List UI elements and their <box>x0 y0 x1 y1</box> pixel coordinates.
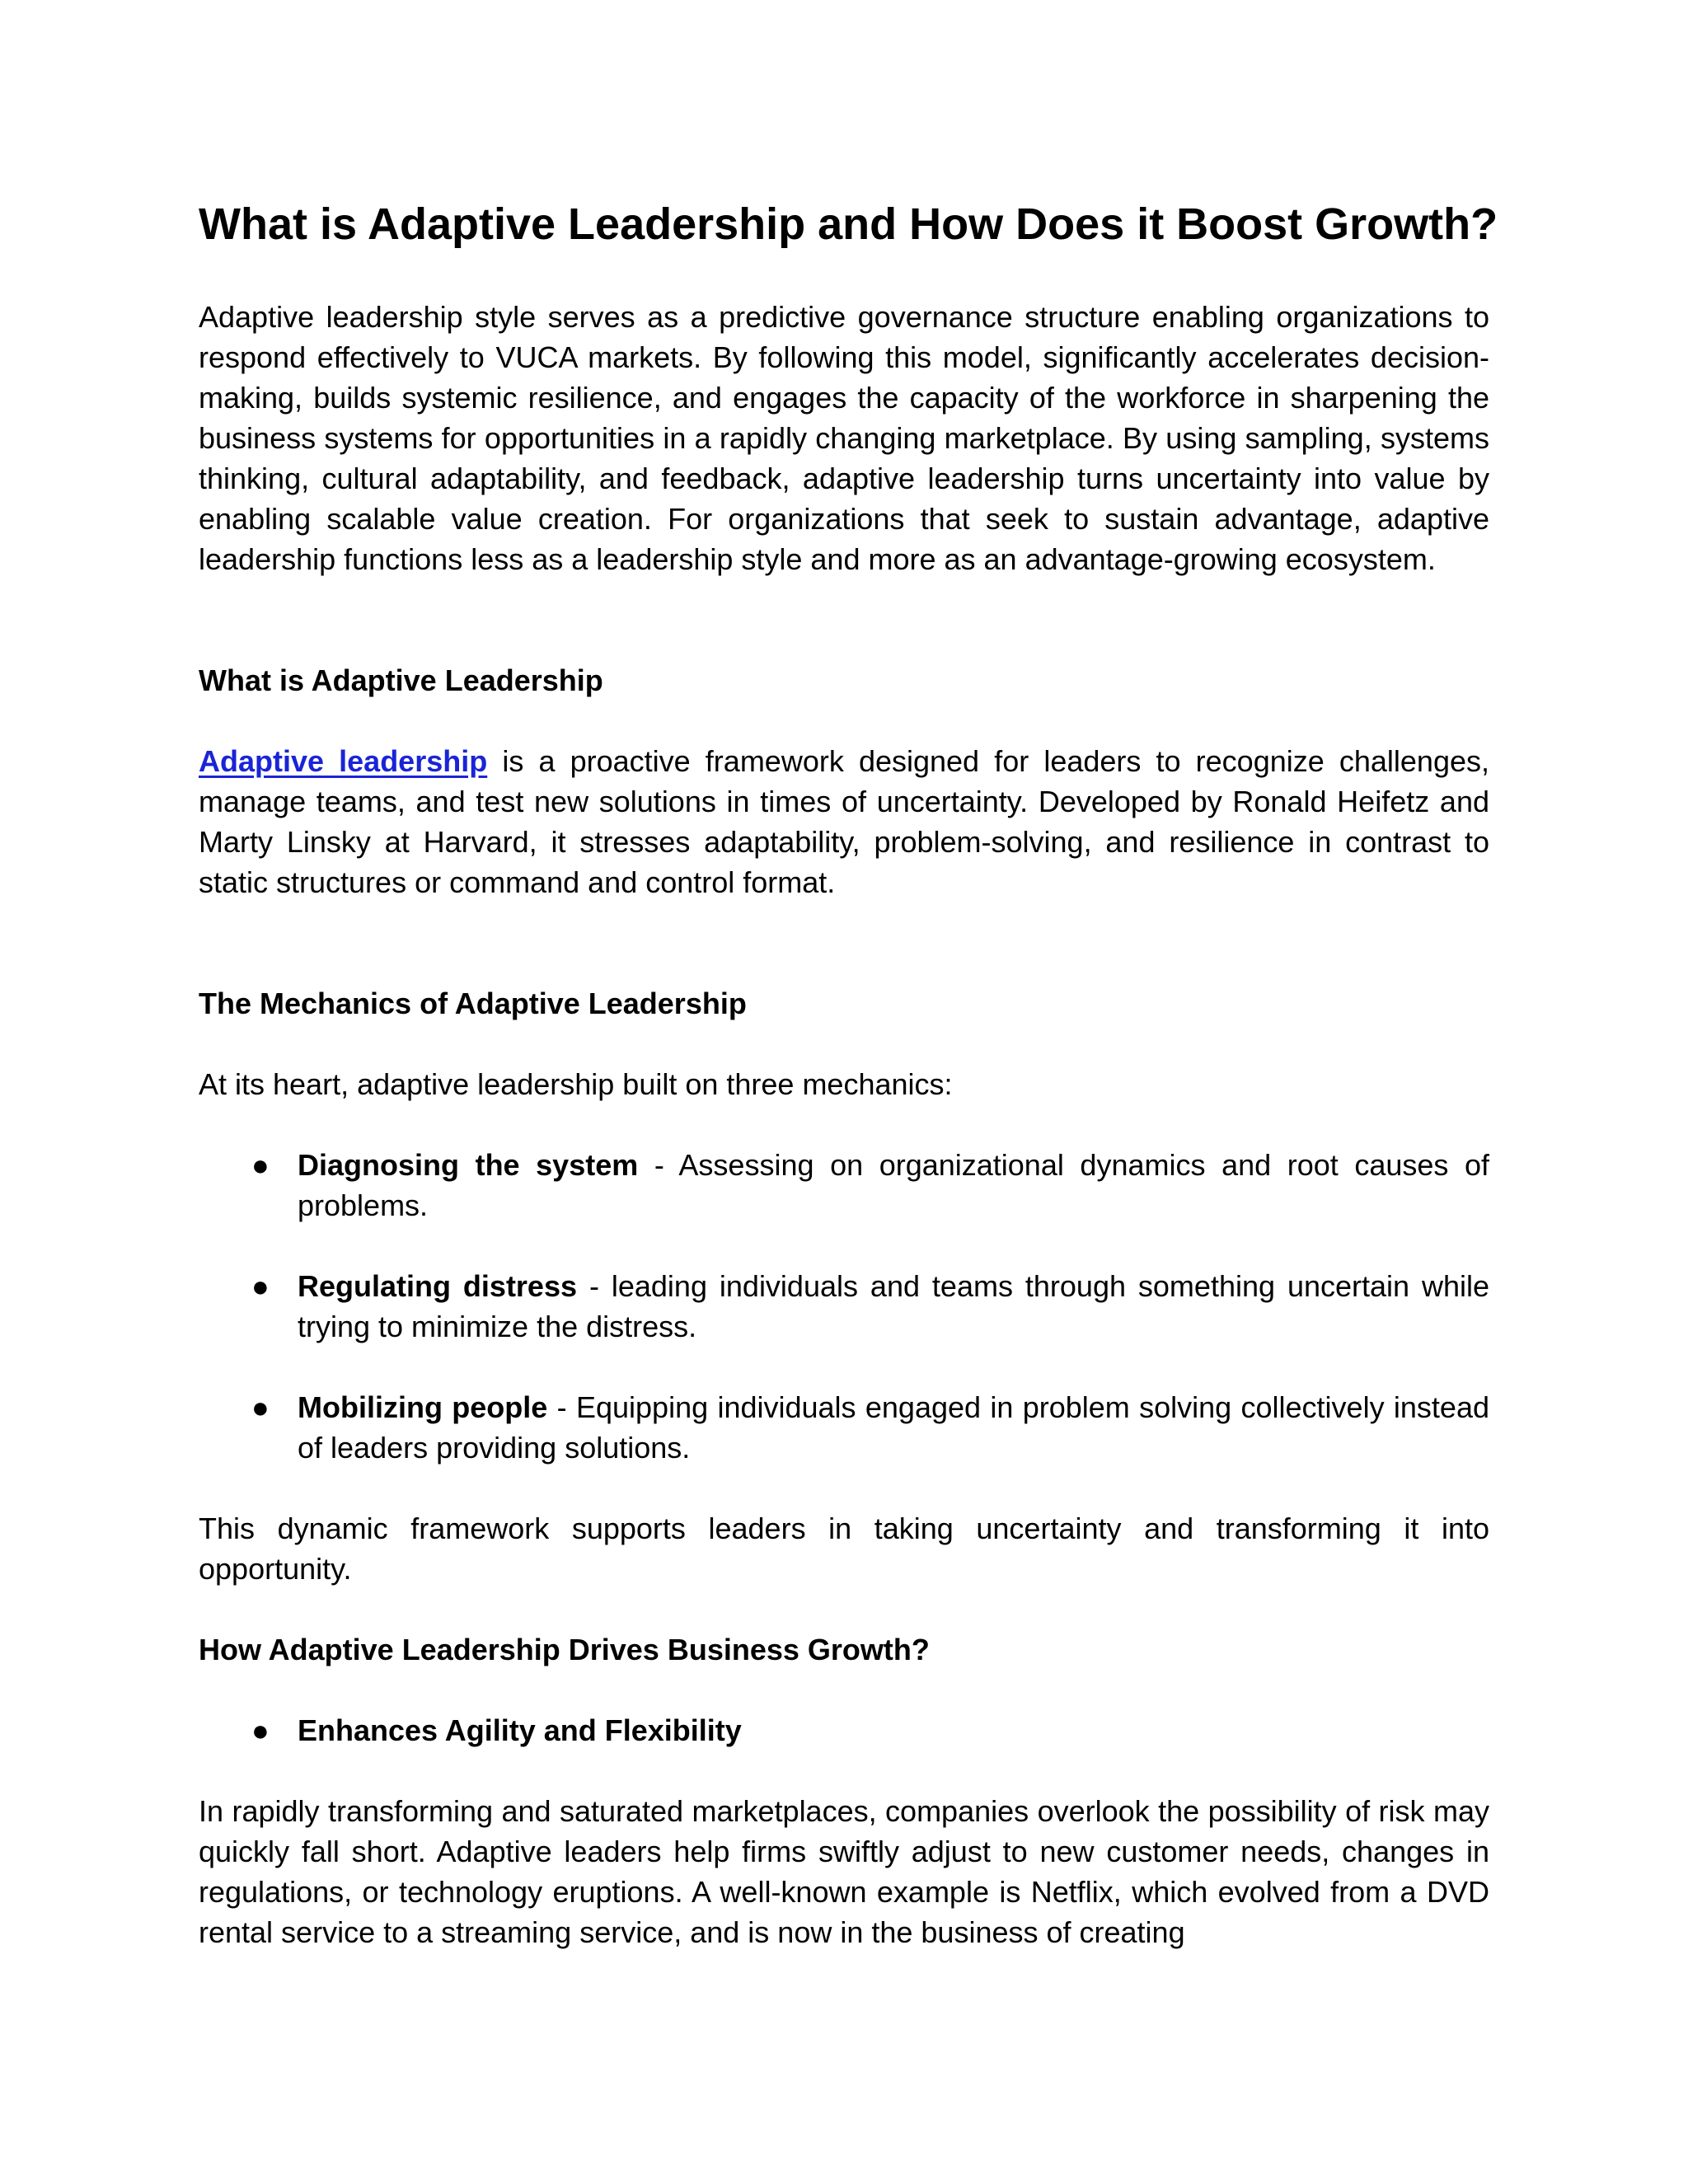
section-heading-growth: How Adaptive Leadership Drives Business Growth? <box>199 1633 930 1666</box>
bullet-icon: ● <box>251 1269 270 1303</box>
mechanics-intro: At its heart, adaptive leadership built on three mechanics: <box>199 1067 953 1101</box>
section-heading-mechanics: The Mechanics of Adaptive Leadership <box>199 987 747 1020</box>
list-item <box>199 1266 1489 1347</box>
section-heading-what-is: What is Adaptive Leadership <box>199 663 603 697</box>
definition-paragraph <box>199 741 1489 902</box>
list-item-text: - leading individuals and teams through something uncertain while trying to minimize the distress. <box>298 1269 1490 1343</box>
growth-paragraph: In rapidly transforming and saturated marketplaces, companies overlook the possibility of risk may quickly fall short. Adaptive leaders help firms swiftly adjust to new customer needs, changes in regulations, or technology eruptions. A well-known example is Netflix, which evolved from a DVD rental service to a streaming service, and is now in the business of creating <box>199 1794 1489 1949</box>
list-item-text: - Equipping individuals engaged in problem solving collectively instead of leaders providing solutions. <box>298 1390 1489 1465</box>
list-item-text: - Assessing on organizational dynamics and root causes of problems. <box>298 1148 1489 1222</box>
list-item-term: Regulating distress <box>298 1269 578 1303</box>
document-page <box>199 190 1498 1952</box>
adaptive-leadership-link[interactable]: Adaptive leadership <box>199 744 488 778</box>
definition-text: is a proactive framework designed for leaders to recognize challenges, manage teams, and test new solutions in times of uncertainty. Developed by Ronald Heifetz and Marty Linsky at Harvard, it stresses adaptability, problem-solving, and resilience in contrast to static structures or command and control format. <box>199 744 1489 899</box>
bullet-icon: ● <box>251 1390 270 1424</box>
bullet-icon: ● <box>251 1148 270 1182</box>
list-item <box>199 1145 1489 1226</box>
bullet-icon: ● <box>251 1713 270 1747</box>
intro-paragraph: Adaptive leadership style serves as a predictive governance structure enabling organizations to respond effectively to VUCA markets. By following this model, significantly accelerates decision-making, builds systemic resilience, and engages the capacity of the workforce in sharpening the business systems for opportunities in a rapidly changing marketplace. By using sampling, systems thinking, cultural adaptability, and feedback, adaptive leadership turns uncertainty into value by enabling scalable value creation. For organizations that seek to sustain advantage, adaptive leadership functions less as a leadership style and more as an advantage-growing ecosystem. <box>199 300 1489 576</box>
growth-list <box>199 1710 1489 1750</box>
list-item-term: Mobilizing people <box>298 1390 548 1424</box>
list-item <box>199 1710 1489 1750</box>
list-item-term: Enhances Agility and Flexibility <box>298 1713 742 1747</box>
mechanics-closing: This dynamic framework supports leaders in taking uncertainty and transforming it into opportunity. <box>199 1511 1489 1586</box>
list-item-term: Diagnosing the system <box>298 1148 639 1182</box>
page-title: What is Adaptive Leadership and How Does it Boost Growth? <box>199 199 1498 249</box>
mechanics-list <box>199 1145 1489 1468</box>
list-item <box>199 1387 1489 1468</box>
